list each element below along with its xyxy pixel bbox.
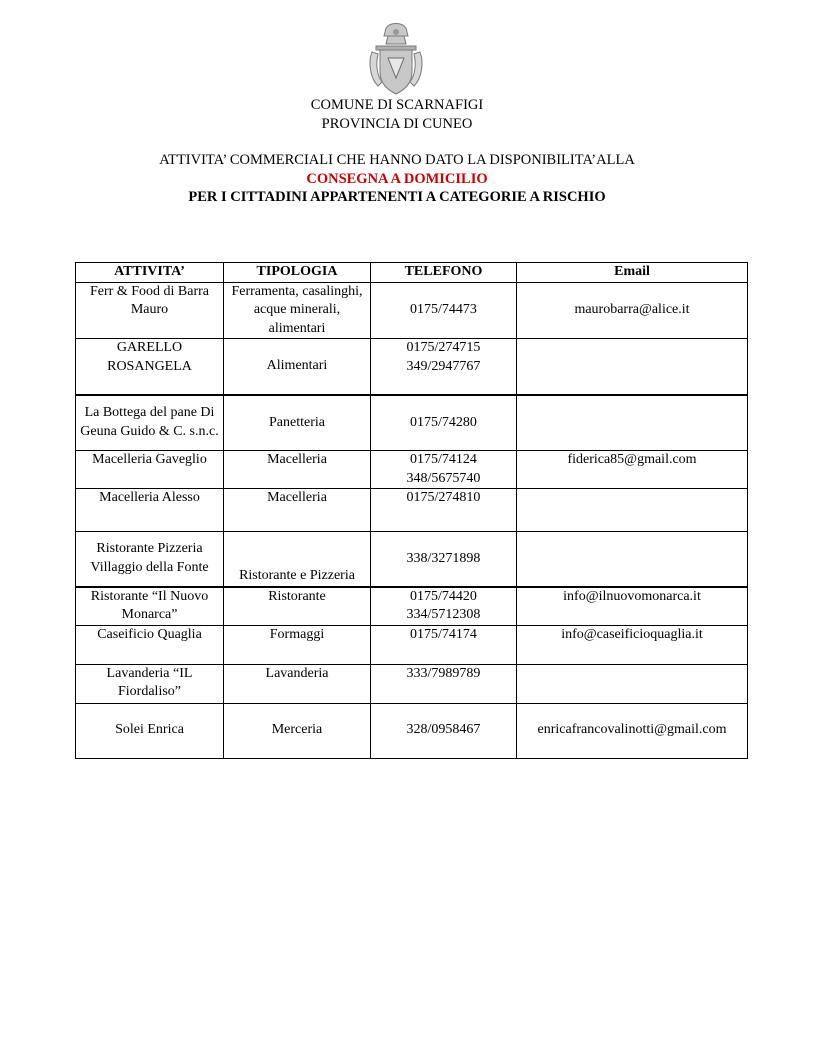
cell-email — [517, 532, 748, 587]
column-header-tipologia: TIPOLOGIA — [224, 263, 371, 283]
cell-attivita: La Bottega del pane Di Geuna Guido & C. s.n.c. — [76, 395, 224, 451]
cell-tipologia: Macelleria — [224, 451, 371, 489]
cell-telefono: 0175/74124 348/5675740 — [371, 451, 517, 489]
cell-telefono: 333/7989789 — [371, 664, 517, 703]
cell-telefono: 338/3271898 — [371, 532, 517, 587]
cell-tipologia: Alimentari — [224, 339, 371, 395]
table-row — [76, 395, 748, 451]
cell-attivita: Ferr & Food di Barra Mauro — [76, 282, 224, 339]
cell-tipologia: Formaggi — [224, 625, 371, 664]
title-line-3: PER I CITTADINI APPARTENENTI A CATEGORIE A RISCHIO — [188, 189, 606, 205]
cell-email — [517, 395, 748, 451]
cell-attivita: Caseificio Quaglia — [76, 625, 224, 664]
cell-attivita: Ristorante “Il Nuovo Monarca” — [76, 587, 224, 626]
cell-telefono: 0175/74420 334/5712308 — [371, 587, 517, 626]
table-row — [76, 489, 748, 532]
cell-attivita: Macelleria Alesso — [76, 489, 224, 532]
cell-tipologia: Ferramenta, casalinghi, acque minerali, alimentari — [224, 282, 371, 339]
cell-tipologia: Merceria — [224, 703, 371, 758]
cell-email: enricafrancovalinotti@gmail.com — [517, 703, 748, 758]
cell-telefono: 0175/274715 349/2947767 — [371, 339, 517, 395]
title-line-1: ATTIVITA’ COMMERCIALI CHE HANNO DATO LA DISPONIBILITA’ALLA — [159, 152, 635, 168]
cell-telefono: 0175/74473 — [371, 282, 517, 339]
column-header-telefono: TELEFONO — [371, 263, 517, 283]
cell-tipologia: Ristorante e Pizzeria — [224, 532, 371, 587]
cell-tipologia: Macelleria — [224, 489, 371, 532]
cell-telefono: 0175/74280 — [371, 395, 517, 451]
cell-tipologia: Ristorante — [224, 587, 371, 626]
cell-telefono: 0175/74174 — [371, 625, 517, 664]
cell-telefono: 0175/274810 — [371, 489, 517, 532]
table-row — [76, 282, 748, 339]
cell-attivita: Ristorante Pizzeria Villaggio della Fonte — [76, 532, 224, 587]
cell-email: info@caseificioquaglia.it — [517, 625, 748, 664]
cell-email: info@ilnuovomonarca.it — [517, 587, 748, 626]
table-row — [76, 625, 748, 664]
comune-title: COMUNE DI SCARNAFIGI — [310, 97, 484, 113]
table-row — [76, 587, 748, 626]
table-row — [76, 451, 748, 489]
cell-email: fiderica85@gmail.com — [517, 451, 748, 489]
document-title — [0, 151, 794, 207]
cell-attivita: Lavanderia “IL Fiordaliso” — [76, 664, 224, 703]
table-row — [76, 339, 748, 395]
cell-tipologia: Panetteria — [224, 395, 371, 451]
provincia-title: PROVINCIA DI CUNEO — [321, 115, 473, 132]
cell-telefono: 328/0958467 — [371, 703, 517, 758]
cell-attivita: GARELLO ROSANGELA — [76, 339, 224, 395]
coat-of-arms-icon — [368, 22, 424, 96]
cell-email — [517, 489, 748, 532]
cell-email — [517, 664, 748, 703]
cell-email: maurobarra@alice.it — [517, 282, 748, 339]
cell-attivita: Macelleria Gaveglio — [76, 451, 224, 489]
businesses-table — [75, 262, 748, 759]
table-row — [76, 532, 748, 587]
table-row — [76, 664, 748, 703]
cell-attivita: Solei Enrica — [76, 703, 224, 758]
table-row — [76, 703, 748, 758]
municipality-header — [0, 96, 794, 133]
title-line-2-highlight: CONSEGNA A DOMICILIO — [306, 170, 488, 187]
column-header-email: Email — [517, 263, 748, 283]
cell-email — [517, 339, 748, 395]
column-header-attivita: ATTIVITA’ — [76, 263, 224, 283]
table-header-row — [76, 263, 748, 283]
cell-tipologia: Lavanderia — [224, 664, 371, 703]
